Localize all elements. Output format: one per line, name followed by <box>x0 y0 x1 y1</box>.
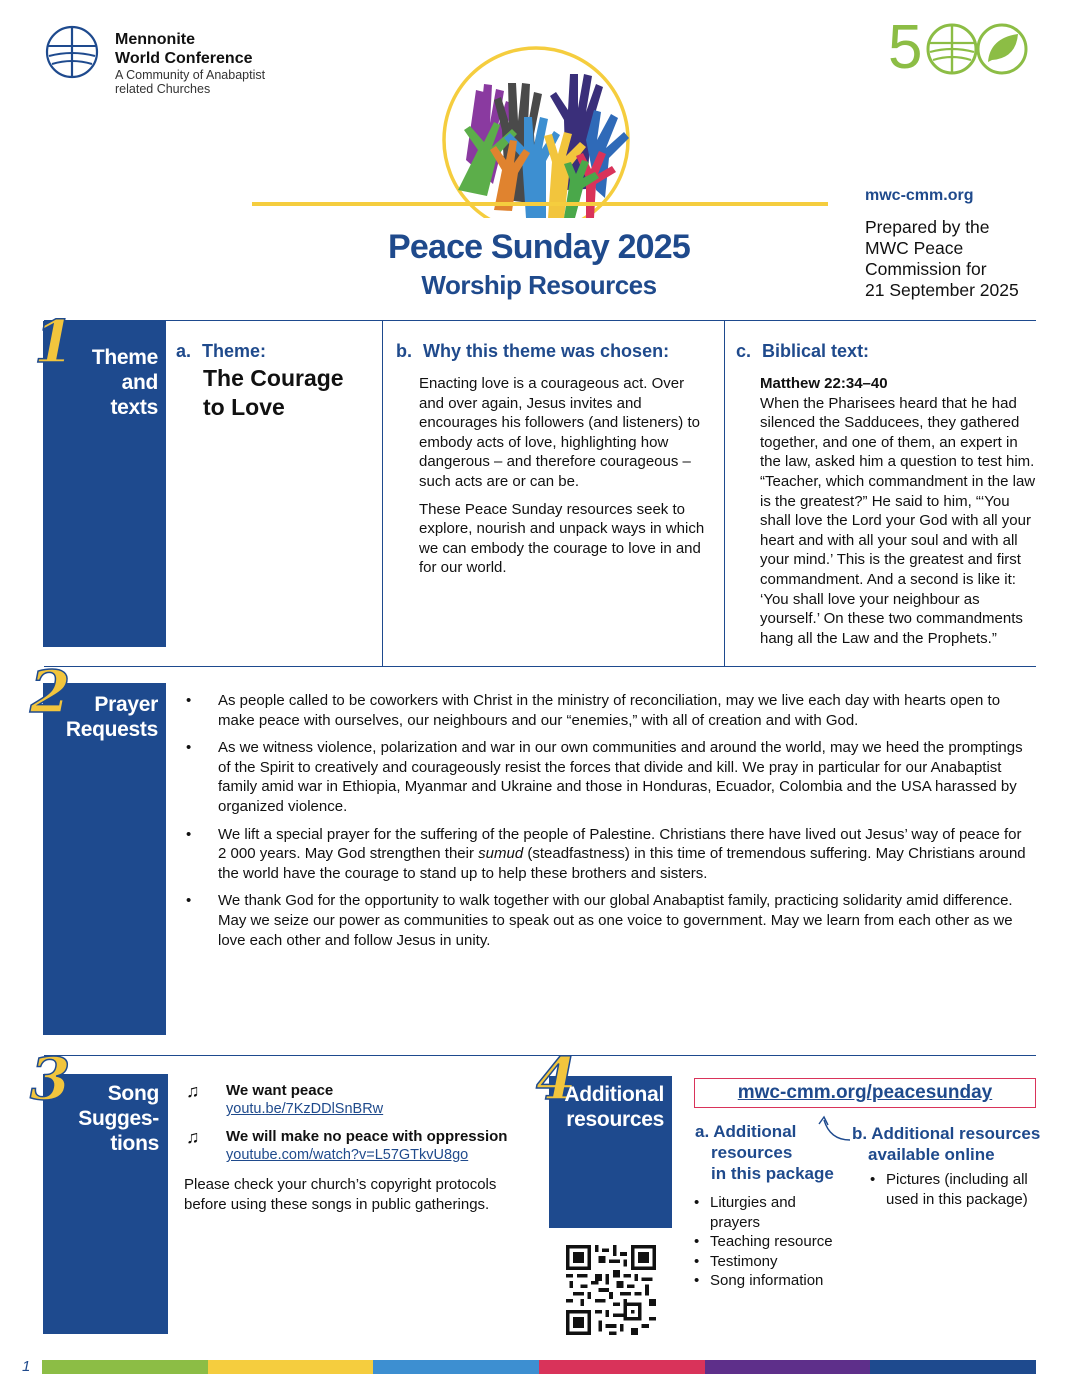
bible-heading-letter: c. <box>736 341 752 361</box>
curved-arrow-icon <box>816 1114 856 1144</box>
org-tagline-line2: related Churches <box>115 82 211 96</box>
theme-line1: The Courage <box>203 365 344 391</box>
theme-heading-text: Theme: <box>202 341 267 361</box>
section1-number: 1 <box>34 308 75 376</box>
theme-line2: to Love <box>203 394 285 420</box>
why-heading <box>396 341 669 362</box>
resources-b-item: • Pictures (including all used in this package) <box>870 1170 1034 1209</box>
anniversary-five: 5 <box>888 13 923 82</box>
bible-body <box>760 374 1036 648</box>
why-heading-text: Why this theme was chosen: <box>423 341 670 361</box>
page-subtitle: Worship Resources <box>421 270 657 300</box>
why-body <box>419 374 711 578</box>
prayer-item-3-tail: (steadfastness) in this time of tremendous suffering. May Christians around the world have the courage to stand up to help these brothers and sisters. <box>218 845 1026 882</box>
stripe-green <box>42 1360 208 1374</box>
prayer-item: • As people called to be coworkers with Christ in the ministry of reconciliation, may we live each day with hearts open to make peace with ourselves, our neighbours and our “enemies,” with all of creation and with God. <box>184 691 1030 730</box>
org-name-line1: Mennonite <box>115 31 195 48</box>
section1-label-line1: Theme <box>91 346 158 369</box>
bible-heading <box>736 341 869 362</box>
title-rule <box>252 202 828 206</box>
section2-label-line2: Requests <box>65 718 158 741</box>
resources-b-heading <box>852 1123 1040 1165</box>
section4-label-line1: Additional <box>564 1083 664 1106</box>
resources-a-item: • Liturgies and prayers <box>694 1193 844 1232</box>
section1-divider-a <box>382 321 383 666</box>
resources-a-heading <box>695 1121 834 1184</box>
section2-number: 2 <box>30 658 71 726</box>
song2-title: We will make no peace with oppression <box>226 1128 508 1145</box>
theme-heading-letter: a. <box>176 341 192 361</box>
resources-b-list <box>870 1170 1034 1209</box>
page-number: 1 <box>22 1358 31 1375</box>
org-tagline-line1: A Community of Anabaptist <box>115 68 266 82</box>
section3-number: 3 <box>30 1045 71 1113</box>
section4-label <box>560 1082 664 1132</box>
stripe-navy <box>870 1360 1036 1374</box>
section1-top-rule <box>44 320 1036 321</box>
song2-link[interactable]: youtube.com/watch?v=L57GTkvU8go <box>226 1147 469 1163</box>
why-para1: Enacting love is a courageous act. Over and over again, Jesus invites and encourages his followers (and listeners) to embody acts of love, highlighting how dangerous – and therefore courageous – such acts are or can be. <box>419 375 700 490</box>
theme-heading <box>176 341 266 362</box>
song1-title: We want peace <box>226 1082 334 1099</box>
bible-text: When the Pharisees heard that he had silenced the Sadducees, they gathered together, and one of them, an expert in the law, asked him a question to test him. “Teacher, which commandment in the law is the greatest?” He said to him, “‘You shall love the Lord your God with all your heart and with all your soul and with all your mind.’ This is the greatest and first commandment. And a second is like it: ‘You shall love your neighbour as yourself.’ On these two commandments hang all the Law and the Prophets.” <box>760 394 1036 647</box>
resources-b-heading-line2: available online <box>868 1145 995 1164</box>
resources-url-link[interactable]: mwc-cmm.org/peacesunday <box>737 1082 993 1103</box>
section1-divider-b <box>724 321 725 666</box>
section4-number: 4 <box>536 1045 577 1113</box>
prayer-item-3-text: We lift a special prayer for the suffering of the people of Palestine. Christians there have lived out Jesus’ way of peace for 2 000 years. May God strengthen their <box>218 825 1022 863</box>
website-link[interactable]: mwc-cmm.org <box>865 187 974 204</box>
anniversary-logo <box>888 13 1036 82</box>
section1-label-line3: texts <box>110 396 158 419</box>
mwc-logo <box>44 24 100 80</box>
prepared-line3: Commission for <box>865 259 987 279</box>
resources-a-heading-line2: resources <box>711 1143 793 1162</box>
resources-b-heading-line1: b. Additional resources <box>852 1124 1041 1143</box>
why-heading-letter: b. <box>396 341 412 361</box>
globe-cross-icon <box>44 24 100 80</box>
stripe-light-blue <box>373 1360 539 1374</box>
music-note-icon: ♫ <box>186 1081 200 1101</box>
globe-leaf-icon <box>926 22 1036 76</box>
resources-a-item: • Teaching resource <box>694 1232 844 1252</box>
section2-label <box>60 692 158 742</box>
stripe-red <box>539 1360 705 1374</box>
resources-a-heading-line3: in this package <box>711 1164 834 1183</box>
raised-hands-illustration <box>436 40 636 218</box>
prepared-line1: Prepared by the <box>865 217 990 237</box>
prepared-line4: 21 September 2025 <box>865 280 1019 300</box>
section2-label-line1: Prayer <box>94 693 158 716</box>
prayer-list <box>184 691 1030 958</box>
section2-top-rule <box>44 666 1036 667</box>
why-para2: These Peace Sunday resources seek to explore, nourish and unpack ways in which we can embody the courage to love in and for our world. <box>419 500 705 577</box>
org-name <box>115 30 265 96</box>
bible-heading-text: Biblical text: <box>762 341 870 361</box>
section1-label <box>60 345 158 420</box>
prayer-item: • As we witness violence, polarization and war in our own communities and around the world, may we heed the promptings of the Spirit to creatively and courageously resist the forces that divide and kill. We pray in particular for our Anabaptist family amid war in Ethiopia, Myanmar and Ukraine and those in Honduras, Ecuador, Colombia and the USA harassed by organized violence. <box>184 738 1030 816</box>
theme-value <box>203 364 344 422</box>
prepared-line2: MWC Peace <box>865 238 964 258</box>
resources-a-item: • Song information <box>694 1271 844 1291</box>
resources-url-box <box>694 1078 1036 1108</box>
section3-label-line1: Song <box>107 1082 159 1105</box>
section3-label-line3: tions <box>110 1132 159 1155</box>
resources-a-heading-line1: a. Additional <box>695 1122 797 1141</box>
copyright-note: Please check your church’s copyright protocols before using these songs in public gatherings. <box>184 1176 497 1213</box>
resources-a-list <box>694 1193 844 1291</box>
resources-a-item: • Testimony <box>694 1252 844 1272</box>
prayer-item <box>184 825 1030 884</box>
music-note-icon: ♫ <box>186 1127 200 1147</box>
prayer-item-3-italic: sumud <box>478 845 524 863</box>
footer-color-stripe <box>42 1360 1036 1374</box>
section1-label-line2: and <box>121 371 158 394</box>
stripe-purple <box>705 1360 871 1374</box>
qr-code[interactable] <box>566 1245 656 1335</box>
section4-label-line2: resources <box>566 1108 664 1131</box>
song1-link[interactable]: youtu.be/7KzDDlSnBRw <box>226 1101 384 1117</box>
section3-label-line2: Sugges- <box>78 1107 159 1130</box>
prayer-item: • We thank God for the opportunity to walk together with our global Anabaptist family, practicing solidarity amid difference. May we seize our power as communities to speak out as one voice to government. May we learn from each other as we love each other and follow Jesus in unity. <box>184 891 1030 950</box>
section3-label <box>60 1081 159 1156</box>
prepared-by <box>865 217 1019 301</box>
page-title: Peace Sunday 2025 <box>387 228 691 266</box>
org-name-line2: World Conference <box>115 50 253 67</box>
bible-reference: Matthew 22:34–40 <box>760 375 888 392</box>
stripe-yellow <box>208 1360 374 1374</box>
